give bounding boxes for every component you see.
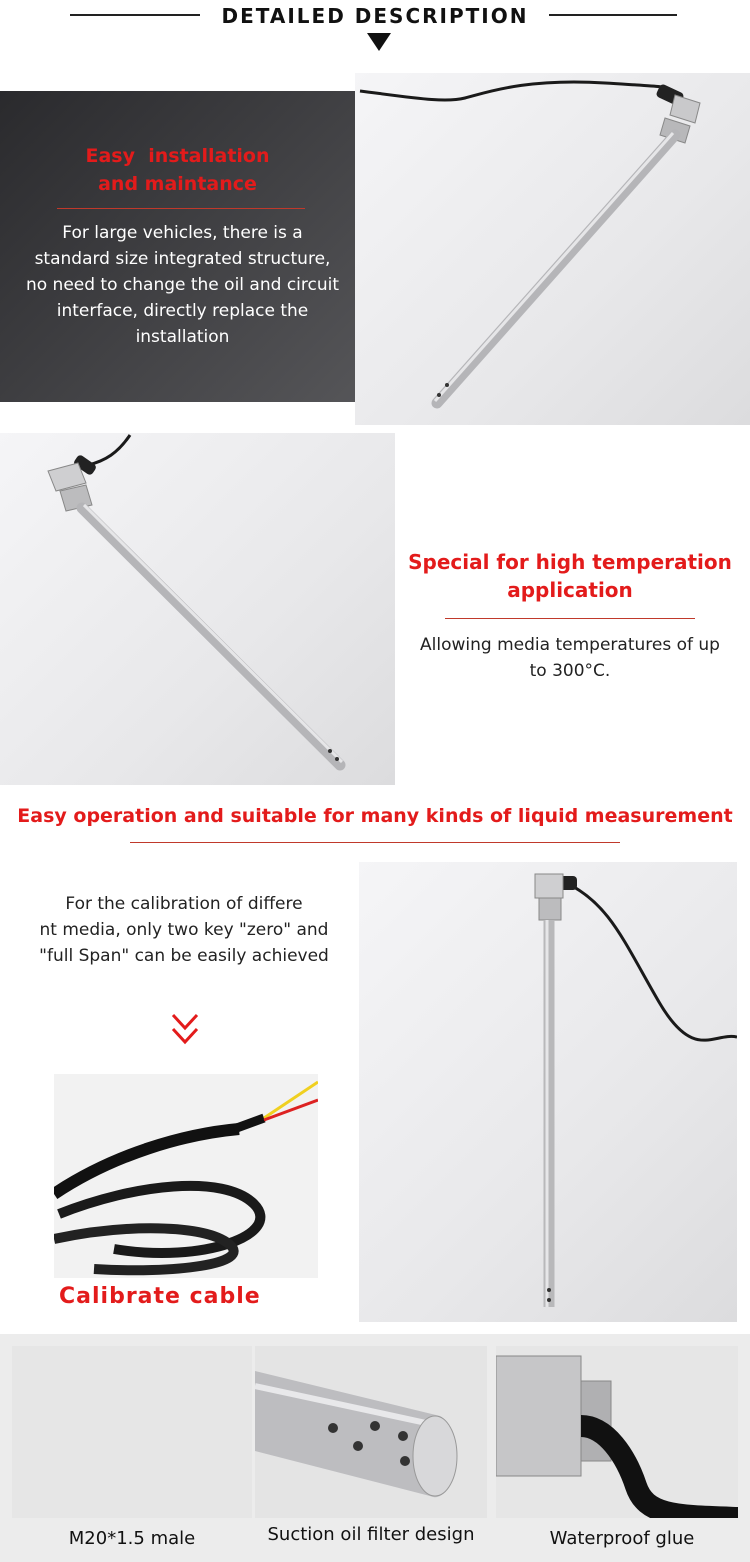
installation-title	[0, 142, 355, 198]
high-temp-rule	[445, 618, 695, 619]
sensor-photo-vertical	[359, 862, 737, 1322]
installation-body	[5, 220, 360, 350]
header-rule-right	[549, 14, 677, 16]
detail-caption-glue: Waterproof glue	[549, 1528, 695, 1549]
installation-body-line: interface, directly replace the	[56, 301, 309, 321]
double-chevron-down-icon	[170, 1012, 200, 1050]
detail-photo-filter	[255, 1346, 487, 1518]
high-temp-body-line: Allowing media temperatures of up	[420, 635, 720, 655]
detail-photo-glue	[496, 1346, 738, 1518]
cable-photo	[54, 1074, 318, 1278]
detail-caption-filter: Suction oil filter design	[267, 1524, 475, 1545]
triangle-down-icon	[367, 33, 391, 51]
cable-caption: Calibrate cable	[59, 1284, 261, 1309]
installation-body-line: standard size integrated structure,	[34, 249, 331, 269]
high-temp-title-line1: Special for high temperation	[408, 550, 732, 574]
calibration-body-line: "full Span" can be easily achieved	[39, 946, 329, 966]
page-title: DETAILED DESCRIPTION	[221, 4, 529, 28]
operation-rule	[130, 842, 620, 843]
installation-body-line: installation	[135, 327, 230, 347]
high-temp-body	[400, 632, 740, 684]
high-temp-title	[395, 548, 745, 604]
installation-rule	[57, 208, 305, 209]
calibration-body	[14, 891, 354, 969]
calibration-body-line: nt media, only two key "zero" and	[39, 920, 329, 940]
installation-body-line: no need to change the oil and circuit	[25, 275, 340, 295]
sensor-photo-diagonal	[355, 73, 750, 425]
detail-caption-thread: M20*1.5 male	[68, 1528, 196, 1549]
high-temp-title-line2: application	[507, 578, 633, 602]
calibration-body-line: For the calibration of differe	[65, 894, 303, 914]
installation-title-line1: Easy installation	[85, 145, 270, 167]
high-temp-body-line: to 300°C.	[529, 661, 611, 681]
installation-title-line2: and maintance	[98, 173, 257, 195]
detail-photo-thread	[12, 1346, 252, 1518]
operation-title: Easy operation and suitable for many kinds of liquid measurement	[17, 805, 733, 827]
sensor-photo-upright	[0, 433, 395, 785]
installation-body-line: For large vehicles, there is a	[62, 223, 303, 243]
